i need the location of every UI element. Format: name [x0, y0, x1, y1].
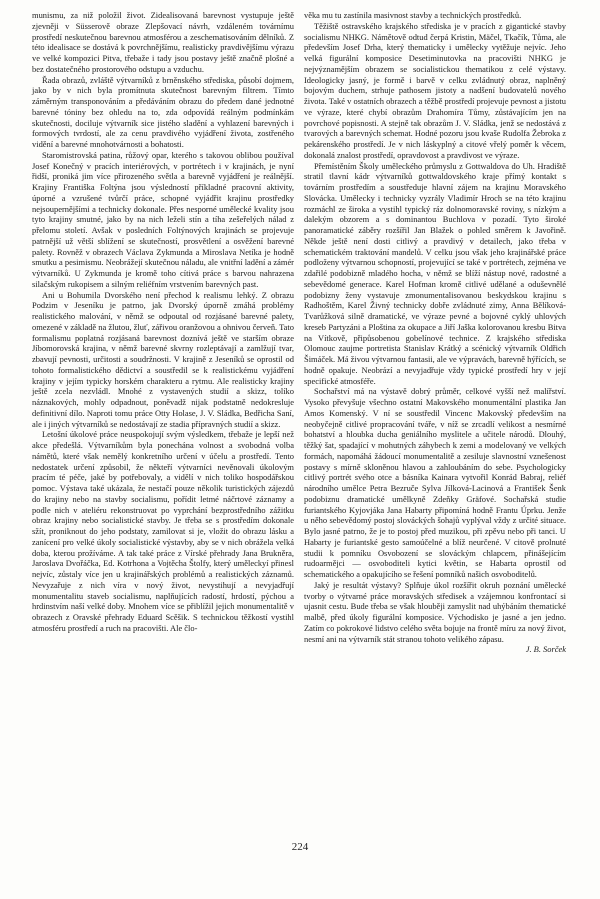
article-column-left: [32, 10, 294, 634]
paragraph: Staromistrovská patina, růžový opar, kterého s takovou oblibou používal Josef Konečný v pracích interiérových, v portrétech i v krajinách, je nyní řidší, proniká jim více přirozeného světla a barevně vyjádření je reálnější. Krajiny Františka Foltýna jsou výsledností příkladné pracovní aktivity, úporné a vzrušené tvůrčí práce, schopné vyjádřit krajinu prostředky nejsoupernějšími a technicky dokonale. Přes nesporné umělecké kvality jsou tyto krajiny smutné, jako by na nich leželi stín a tíha zešeřelých nálad z přelomu století. Avšak v posledních Foltýnových krajinách se projevuje patrnější už větší sblížení se skutečností, prosvětlení a osvěžení barevné palety. Rovněž v obrazech Václava Zykmunda a Miroslava Netíka je hodně smutku a pesimismu. Neobrážejí skutečnou náladu, ale vnitřní ladění a zámér výtvarníků. U Zykmunda je kromě toho cítivá práce s barvou nahrazena silačským rukopisem a silným reliéfním vrstvením barevných past.: [32, 149, 294, 289]
article-column-right: [304, 10, 566, 655]
paragraph: Přemístěním Školy uměleckého průmyslu z Gottwaldova do Uh. Hradiště stratil tlavní kádr výtvarníků gottwaldovského kraje přímý kontakt s továrním prostředím a soustředuje hlavní zájem na krajinu Moravského Slovácka. Umělecky i technicky vyzrály Vladimír Hroch se na této krajinu rozmáchl ze široka a vystihl typický ráz dolnomoravské roviny, s nízkým a dalekým obzorem a s dominantou Buchlova v pozadí. Tyto široké panoramatické záběry rozšířil Jan Blažek o pohled směrem k Javořině. Někde ještě není dosti citlivý a pravdivý v detailech, jako třeba v schematickém traktování mandelů. V celku jsou však jeho krajinářské práce podloženy výtvarnou schopností, projevující se také v portrétech, zejména ve zdařilé podobizně mladého hocha, v němž se blíží nástup nové, radostné a sebevědomé generace. Karel Hofman kromě citlivé udělané a oduševnělé podobizny ženy vystavuje zmonumentalisovanou beskydskou krajinu s Radhoštěm, Karel Živný technicky dobře zvládnuté zimy, Anna Bělíková-Tvarůžková silně dramatické, ve výraze pevné a bojovné cyklý uhlových kreseb Partyzáni a Ploština za okupace a Jiří Jaška kolorovanou kresbu Bitva na Vítkově, připůsobenou gobelínové technice. Z krajského střediska Olomouc zaujme portretista Stanislav Krátký a scénický výtvarník Oldřich Šimáček. Má živou výtvarnou fantasii, ale ve výpravách, barevně hýřících, se hodně opakuje. Neobrází a nevyjadřuje vždy typické prostředí hry v její specifické atmosféře.: [304, 160, 566, 386]
paragraph: Řada obrazů, zvláště výtvarníků z brněnského střediska, působí dojmem, jako by v nich byla promítnuta skutečnost barevným filtrem. Tímto záměrným transponováním a předáváním obrazu do předem dané jednotné barevné tóniny bez ohledu na to, zda odpovídá reálným podmínkám skutečnosti, dociluje výtvarník sice jistého sladění a vyhlazení barevných i formových tvrdostí, ale za cenu pravdivého vyjádření života, zostřeného vidění a barevné mnohotvárnosti a bohatosti.: [32, 74, 294, 149]
paragraph: Sochařství má na výstavě dobrý průměr, celkové vyšší než malířství. Vysoko převyšuje všechno ostatní Makovského monumentální plastika Jan Amos Komenský. V ní se soustředil Vincenc Makovský především na neobyčejně citlivé propracování tváře, v níž se zrcadlí velikost a nesmírné bohatství a hloubka ducha geniálního myslitele a učitele národů. Dlouhý, těžký šat, spadající v mohutných záhybech k zemi a modelovaný ve velkých formách, napomáhá žádoucí monumentalitě a zesiluje slavnostní vznešenost postavy s mírně skloněnou hlavou a zahloubáním do sebe. Psychologicky citlivý portrét svého otce a básníka Kainara vytvořil Konrád Babraj, reliéf národního umělce Petra Bezruče Sylva Jílková-Lacinová a František Šenk podobiznu dramatické umělkyně Zdeňky Gräfové. Sochařská studie furiantského Kyjovjáka Jana Habarty připomíná hodně Frantu Úprku. Jenže u něho sebevědomý postoj slováckých šohajů vyplýval vždy z určité situace. Bylo jasné patrno, že je to postoj před muzikou, při zpěvu nebo při tanci. U Habarty je furiantské gesto samoúčelné a blíž neurčené. V citově prolnuté studii k pomníku Osvobození se slováckým chlapcem, přinášejícím rudoarmějci — osvoboditeli kytici květin, se Habarta oprostil od schematického a opakujícího se řešení pomníků našich osvoboditelů.: [304, 386, 566, 579]
paragraph: Ani u Bohumila Dvorského není přechod k realismu lehký. Z obrazu Podzim v Jeseníku je patrno, jak Dvorský úporně zmáhá problémy realistického malování, v němž se odpoutal od rozjásané barevné palety, omezené v základě na žlutou, žluť, zářivou oranžovou a ohnivou červeň. Tato formalismu poplatná rozjásaná barevnost doznívá ještě ve starším obraze Jíbomorovská krajina, v němž barevné skvrny rozleptávají a zamlžují tvar, zbavují pevnosti, určitosti a soudržnosti. V krajině z Jeseníků se oprostil od tohoto formalistického dědictví a soustředil se k realistickému vyjádření krajiny v jejím typicky horském charakteru a rytmu. Ale realisticky krajiny ještě zcela nezvládl. Mnohé z vystavených studií a skizz, tolíko náznakových, mohly odpadnout, poněvadž nijak podstatně nedokresluje definitivní dílo. Naproti tomu práce Otty Holase, J. V. Sládka, Bedřicha Saní, ale i jiných výtvarníků se nedostávají ze stadia přípravných studií a skizz.: [32, 289, 294, 429]
paragraph: Letošní úkolové práce neuspokojují svým výsledkem, třebaže je lepší než akce předešlá. Výtvarníkům byla ponechána volnost a svobodná volba námětů, které však nemělý konkretního určení v účelu a prostředí. Tento nedostatek určení způsobil, že někteří výtvarníci nevěnovali úkolovým pracím té péče, jaké by potřebovaly, a vidělí v nich toliko hospodářskou pomoc. Výstava také ukázala, že nestačí pouze několik turistických zájezdů do krajiny nebo na stavby socialismu, pořídit letmé náčrtové záznamy a podle nich v ateliéru rekonstruovat po vyprchání bezprostředního zážitku obraz krajiny nebo socialistické stavby. Je třeba se s prostředím dokonale sžít, proniknout do jeho podstaty, zamilovat si je, vložit do obrazu lásku a zanícení pro velké úkoly socialistické výstavby, aby se v nich obrážela velká doba, kterou prožíváme. A tak také práce z Vírské přehrady Jana Brukněra, Jaroslava Dvořáčka, Ed. Kotrhona a Vojtěcha Štolfy, který uměleckyí přinesl nejvíc, zůstaly více jen u krajinářských problémů a realistických záznamů. Nevyzařuje z nich víra v nový život, nevystihují a nevyjadřují monumentalitu staveb socialismu, naplňujících radostí, hrdostí, pýchou a hrdinstvím naší velké doby. Mnohem více se přiblížil jejich monumentalitě v obrazech z Oravské přehrady Eduard Scěšik. S technickou těžkostí vystihl atmosféru prostředí a ruch na pracovišti. Ale člo-: [32, 429, 294, 633]
page-number: 224: [291, 841, 309, 853]
paragraph: munismu, za niž položil život. Zidealisovaná barevnost vystupuje ještě zjevněji v Süsserově obraze Zlepšovací návrh, vzdáleném továrnímu prostředí neskutečnou barevnou atmosférou a zeschematisováním dělníků. Z této idealisace se dostává k povrchnějšímu, realisticky pravdivějšímu výrazu ve velké kompozici Pitva, třebaže i tady jsou postavy ještě značně plošné a bez dostatečného prostorového odstupu a vzduchu.: [32, 10, 294, 74]
author-signature: J. B. Sorček: [525, 644, 566, 655]
paragraph: Těžiště ostravského krajského střediska je v pracích z gigantické stavby socialismu NHKG. Námětově odtud čerpá Kristin, Mäčel, Tkačík, Tůma, ale především Josef Drha, který thematicky i umělecky vytěžuje nejvíc. Jeho velká figurální komposice Desetiminutovka na pracovišti NHKG je nejvýznamějším obrazem se socialistickou thematikou z celé výstavy. Ideologicky jasný, je formě i barvě v celku zvládnutý obraz, naplněný bojovým duchem, strhuje pathosem jistoty a nadšení budovatelů nového života. Také v ostatních obrazech a těžbě prostředí projevuje pevnost a jistotu ve výraze, které chybí obrazům Drahomíra Tůmy, zůstávajícím jen na povrchové popisnosti. A stejně tak obrazům J. V. Sládka, jenž se nedostává z tvarových a barevných schemat. Hodné pozoru jsou kvaše Rudolfa Žebroka z pekárenského prostředí. Je v nich láskyplný a citové vřelý poměr k věcem, dokonalá znalost prostředí, opravdovost a pravdivost ve výraze.: [304, 20, 566, 160]
paragraph: Jaký je resultát výstavy? Splňuje úkol rozšířit okruh poznání umělecké tvorby o výtvarné práce moravských středisek a vzájemnou konfrontací si ujasnit cestu. Bude třeba se však hlouběji zamyslit nad uhýbáním thematické malbě, před úkoly figurální komposice. Východisko je jasné a jen jedno. Zatím co pokrokové lidstvo celého světa bojuje na frontě míru za nový život, nesmí ani na výtvarník stát stranou tohoto velikého zápasu.: [304, 579, 566, 644]
paragraph: věka mu tu zastínila masivnost stavby a technických prostředků.: [304, 10, 522, 20]
